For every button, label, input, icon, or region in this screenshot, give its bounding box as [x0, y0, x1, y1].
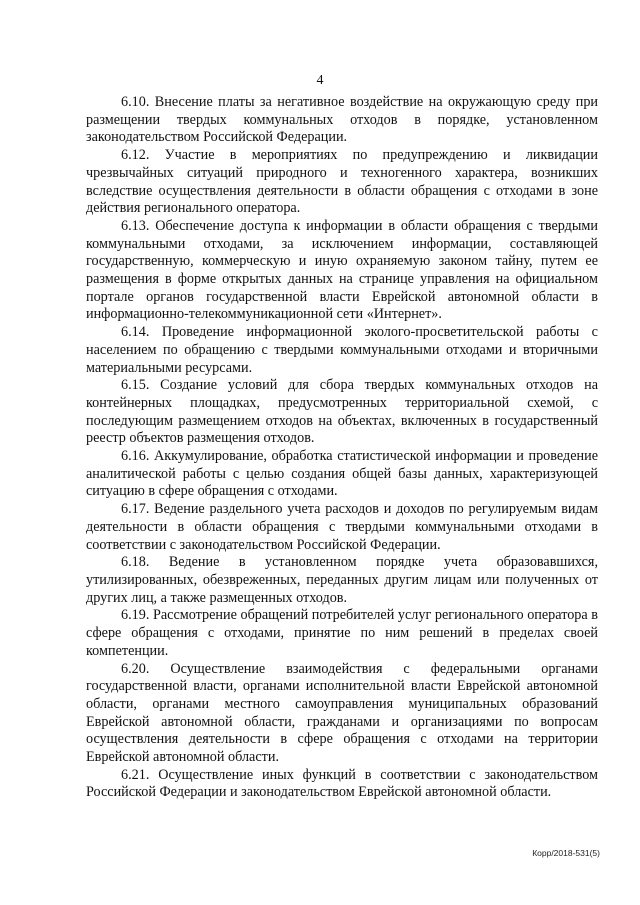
paragraph-6-14: 6.14. Проведение информационной эколого-просветительской работы с населением по обращению с твердыми коммунальными отходами и вторичными материальными ресурсами. — [86, 324, 598, 376]
paragraph-6-12: 6.12. Участие в мероприятиях по предупреждению и ликвидации чрезвычайных ситуаций природного и техногенного характера, возникших вследствие осуществления деятельности в области обращения с отходами в зоне действия регионального оператора. — [86, 147, 598, 217]
document-code: Корр/2018-531(5) — [532, 848, 600, 858]
paragraph-6-16: 6.16. Аккумулирование, обработка статистической информации и проведение аналитической работы с целью создания общей базы данных, характеризующей ситуацию в сфере обращения с отходами. — [86, 448, 598, 500]
page-number: 4 — [316, 73, 324, 88]
paragraph-6-17: 6.17. Ведение раздельного учета расходов и доходов по регулируемым видам деятельности в области обращения с твердыми коммунальными отходами в соответствии с законодательством Российской Федерации. — [86, 501, 598, 553]
paragraph-6-21: 6.21. Осуществление иных функций в соответствии с законодательством Российской Федерации и законодательством Еврейской автономной области. — [86, 766, 598, 801]
paragraph-6-19: 6.19. Рассмотрение обращений потребителей услуг регионального оператора в сфере обращения с отходами, принятие по ним решений в пределах своей компетенции. — [86, 607, 598, 659]
document-body — [86, 94, 598, 802]
paragraph-6-10: 6.10. Внесение платы за негативное воздействие на окружающую среду при размещении твердых коммунальных отходов в порядке, установленном законодательством Российской Федерации. — [86, 94, 598, 146]
paragraph-6-20: 6.20. Осуществление взаимодействия с федеральными органами государственной власти, органами исполнительной власти Еврейской автономной области, органами местного самоуправления муниципальных образований Еврейской автономной области, гражданами и организациями по вопросам осуществления деятельности в сфере обращения с отходами на территории Еврейской автономной области. — [86, 660, 598, 766]
paragraph-6-18: 6.18. Ведение в установленном порядке учета образовавшихся, утилизированных, обезвреженных, переданных другим лицам или полученных от других лиц, а также размещенных отходов. — [86, 554, 598, 606]
paragraph-6-15: 6.15. Создание условий для сбора твердых коммунальных отходов на контейнерных площадках, предусмотренных территориальной схемой, с последующим размещением отходов на объектах, включенных в государственный реестр объектов размещения отходов. — [86, 377, 598, 447]
paragraph-6-13: 6.13. Обеспечение доступа к информации в области обращения с твердыми коммунальными отходами, за исключением информации, составляющей государственную, коммерческую и иную охраняемую законом тайну, путем ее размещения в форме открытых данных на странице управления на официальном портале органов государственной власти Еврейской автономной области в информационно-телекоммуникационной сети «Интернет». — [86, 217, 598, 323]
